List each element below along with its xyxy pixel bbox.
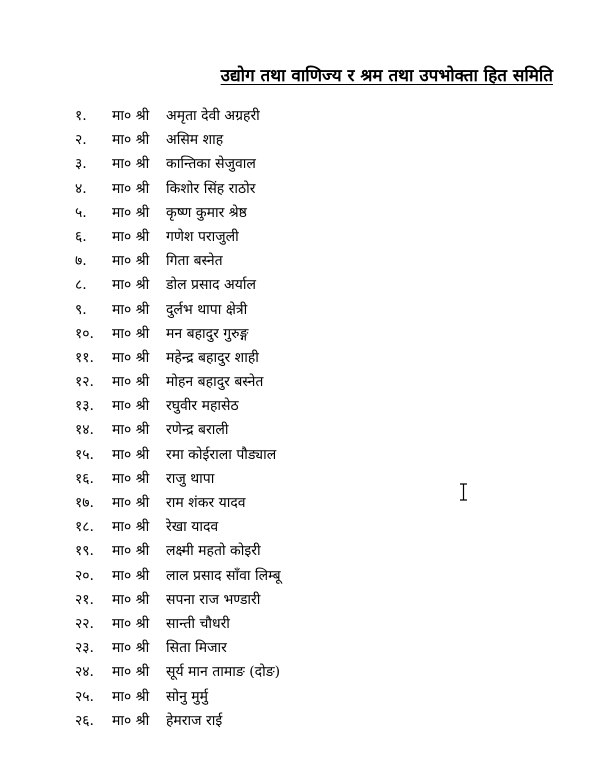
member-number: १. [75, 108, 87, 124]
member-number: १५. [75, 446, 95, 463]
member-name: लाल प्रसाद साँवा लिम्बू [166, 567, 281, 584]
member-row [0, 152, 615, 176]
member-name: लक्ष्मी महतो कोइरी [166, 543, 261, 560]
member-number: २. [75, 132, 87, 149]
member-number: २६. [75, 712, 95, 729]
member-honorific: मा० श्री [112, 374, 150, 391]
member-name: रेखा यादव [166, 519, 219, 536]
member-row [0, 249, 615, 273]
member-name: सपना राज भण्डारी [166, 591, 261, 608]
member-name: रमा कोईराला पौड्याल [166, 446, 277, 463]
member-row [0, 346, 615, 370]
member-honorific: मा० श्री [112, 495, 150, 511]
text-cursor-icon [459, 483, 468, 501]
member-name: सूर्य मान तामाङ (दोङ) [166, 664, 281, 681]
member-honorific: मा० श्री [112, 180, 150, 197]
member-row [0, 467, 615, 491]
member-number: २०. [75, 567, 95, 584]
member-row [0, 418, 615, 442]
member-number: ७. [75, 253, 87, 270]
member-number: १७. [75, 495, 95, 511]
member-name: गिता बस्नेत [166, 253, 223, 270]
member-name: किशोर सिंह राठोर [166, 180, 256, 197]
member-row [0, 273, 615, 297]
member-honorific: मा० श्री [112, 349, 150, 366]
member-name: डोल प्रसाद अर्याल [166, 277, 256, 294]
member-name: कृष्ण कुमार श्रेष्ठ [166, 204, 247, 221]
member-number: ५. [75, 204, 87, 221]
member-honorific: मा० श्री [112, 132, 150, 149]
member-name: रघुवीर महासेठ [166, 398, 239, 415]
member-row [0, 709, 615, 733]
member-number: २५. [75, 688, 95, 705]
member-honorific: मा० श्री [112, 204, 150, 221]
member-row [0, 443, 615, 467]
member-honorific: मा० श्री [112, 688, 150, 705]
member-honorific: मा० श्री [112, 398, 150, 415]
member-name: मन बहादुर गुरुङ्ग [166, 325, 249, 342]
member-honorific: मा० श्री [112, 253, 150, 270]
member-name: रणेन्द्र बराली [166, 422, 229, 439]
member-honorific: मा० श्री [112, 543, 150, 560]
member-number: १४. [75, 422, 95, 439]
member-name: सिता मिजार [166, 640, 227, 657]
member-name: सोनु मुर्मु [166, 688, 209, 705]
member-number: ३. [75, 156, 87, 173]
member-row [0, 588, 615, 612]
member-row [0, 685, 615, 709]
member-row [0, 177, 615, 201]
member-name: महेन्द्र बहादुर शाही [166, 349, 259, 366]
member-row [0, 128, 615, 152]
member-number: ८. [75, 277, 87, 294]
member-honorific: मा० श्री [112, 591, 150, 608]
member-honorific: मा० श्री [112, 640, 150, 657]
member-row [0, 225, 615, 249]
member-list [0, 104, 615, 733]
member-honorific: मा० श्री [112, 422, 150, 439]
member-name: गणेश पराजुली [166, 228, 239, 245]
member-number: १८. [75, 519, 95, 536]
member-name: राम शंकर यादव [166, 495, 246, 511]
member-honorific: मा० श्री [112, 108, 150, 124]
member-number: ४. [75, 180, 87, 197]
member-row [0, 636, 615, 660]
member-number: १०. [75, 325, 95, 342]
member-row [0, 491, 615, 515]
member-number: १२. [75, 374, 95, 391]
member-number: १६. [75, 470, 95, 487]
member-honorific: मा० श्री [112, 228, 150, 245]
member-row [0, 298, 615, 322]
member-name: हेमराज राई [166, 712, 223, 729]
member-row [0, 564, 615, 588]
member-number: ११. [75, 349, 95, 366]
member-name: असिम शाह [166, 132, 224, 149]
member-number: १३. [75, 398, 95, 415]
member-name: सान्ती चौधरी [166, 615, 230, 632]
member-row [0, 539, 615, 563]
member-name: मोहन बहादुर बस्नेत [166, 374, 264, 391]
member-number: २४. [75, 664, 95, 681]
member-number: १९. [75, 543, 95, 560]
member-number: ६. [75, 228, 87, 245]
member-row [0, 104, 615, 128]
member-row [0, 370, 615, 394]
member-row [0, 515, 615, 539]
member-honorific: मा० श्री [112, 470, 150, 487]
member-number: २१. [75, 591, 95, 608]
member-number: ९. [75, 301, 87, 318]
member-row [0, 201, 615, 225]
member-honorific: मा० श्री [112, 446, 150, 463]
member-honorific: मा० श्री [112, 301, 150, 318]
member-name: अमृता देवी अग्रहरी [166, 108, 260, 124]
member-honorific: मा० श्री [112, 664, 150, 681]
member-name: राजु थापा [166, 470, 215, 487]
committee-title: उद्योग तथा वाणिज्य र श्रम तथा उपभोक्ता हित समिति [220, 66, 553, 86]
member-honorific: मा० श्री [112, 567, 150, 584]
member-honorific: मा० श्री [112, 615, 150, 632]
member-row [0, 322, 615, 346]
member-number: २३. [75, 640, 95, 657]
member-honorific: मा० श्री [112, 325, 150, 342]
member-number: २२. [75, 615, 95, 632]
member-row [0, 660, 615, 684]
member-honorific: मा० श्री [112, 712, 150, 729]
member-honorific: मा० श्री [112, 277, 150, 294]
member-honorific: मा० श्री [112, 519, 150, 536]
member-honorific: मा० श्री [112, 156, 150, 173]
member-name: कान्तिका सेजुवाल [166, 156, 256, 173]
member-name: दुर्लभ थापा क्षेत्री [166, 301, 248, 318]
member-row [0, 394, 615, 418]
member-row [0, 612, 615, 636]
